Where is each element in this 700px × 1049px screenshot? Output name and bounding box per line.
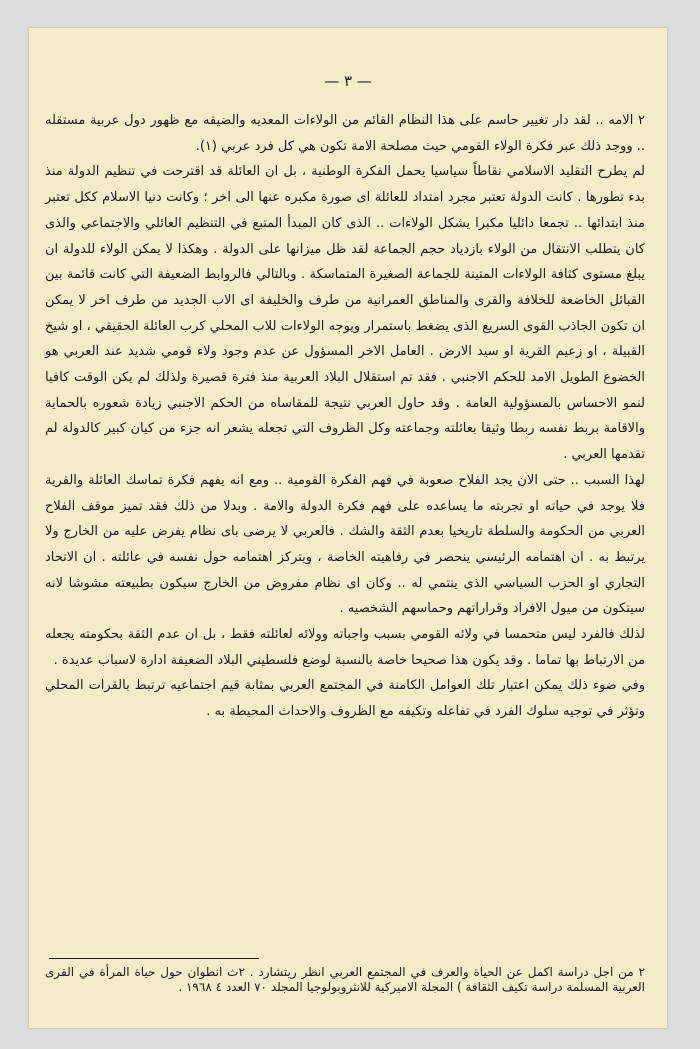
- footnote: ٢ من اجل دراسة اكمل عن الحياة والعرف في المجتمع العربي انظر ريتشارد . ٢ث انطوان حول حياة المرأة في القرى العربية المسلمة دراسة تكيف الثقافة ) المجلة الاميركية للانثروبولوجيا المجلد ٧٠ العدد ٤ ١٩٦٨ .: [45, 965, 645, 994]
- document-body: [45, 108, 645, 725]
- paragraph: ٢ الامه .. لقد دار تغيير حاسم على هذا النظام القائم من الولاءات المعديه والضيقه مع ظهور دول عربية مستقله .. ووجد ذلك عبر فكرة الولاء القومي حيث مصلحة الامة تكون هي كل فرد عربي (١).: [45, 113, 645, 154]
- paragraph: لذلك فالفرد ليس متحمسا في ولائه القومي بسبب واجباته وولائه لعائلته فقط ، بل ان عدم الثقة بحكومته يجعله من الارتباط بها تماما . وقد يكون هذا صحيحا خاصة بالنسبة لوضع فلسطيني البلاد الضعيفة ادارة لاسباب عديدة .: [45, 627, 645, 668]
- paragraph: لم يطرح التقليد الاسلامي نقاطاً سياسيا يحمل الفكرة الوطنية ، بل ان العائلة قد اقترحت في تنظيم الدولة منذ بدء تطورها . كانت الدولة تعتبر مجرد امتداد للعائلة اى صورة مكبره عنها الى اخر ؛ وكانت دنيا الاسلام ككل تعتبر منذ ابتدائها .. تجمعا دائليا مكبرا يشكل الولاءات .. الذى كان المبدأ المتبع في التنظيم العائلي والاجتماعي والذى كان يتطلب الانتقال من الولاء بازدياد حجم الجماعة لقد ظل ميزانها على الدولة . وهكذا لا يمكن الولاء للدولة ان يبلغ مستوى كثافة الولاءات المتينة للجماعة الصغيرة المتماسكة . وبالتالي فالروابط الضعيفة التي كانت قائمة بين القبائل الخاضعة للخلافة والقرى والمناطق العمرانية من طرف والخليفة اى الاب الجديد من طرف اخر لا يمكن ان تكون الجاذب القوى السريع الذى يضغط باستمرار ويوجه الولاءات للاب المحلي كرب العائلة الحقيقي ، او شيخ القبيلة ، او زعيم القرية او سيد الارض . العامل الاخر المسؤول عن عدم وجود ولاء قومي شديد عند العربي هو الخضوع الطويل الامد للحكم الاجنبي . فقد تم استقلال البلاد العربية منذ فترة قصيرة ولذلك لم يكن الوقت كافيا لنمو الاحساس بالمسؤولية العامة . وقد حاول العربي نتيجة للمقاساه من الحكم الاجنبي زيادة شعوره بالحماية والاقامة بربط نفسه ربطا وثيقا بعائلته وجماعته وكل الظروف التي تجعله يشعر انه جزء من كيان كبير كالدولة لم تقدمها العربي .: [45, 164, 645, 463]
- paragraph: لهذا السبب .. حتى الان يجد الفلاح صعوبة في فهم الفكرة القومية .. ومع انه يفهم فكرة تماسك العائلة والقرية فلا يوجد في حياته او تجربته ما يساعده على فهم فكرة الدولة والامة . وبدلا من ذلك فقد تميز موقف الفلاح العربي من الحكومة والسلطة تاريخيا بعدم الثقة والشك . فالعربي لا يرضى باى نظام يفرض عليه من الخارج ولا يرتبط به . ان اهتمامه الرئيسي ينحصر في رفاهيته الخاصة ، ويتركز اهتمامه حول نفسه في عائلته . ان الاتحاد التجاري او الحزب السياسي الذى ينتمي له .. وكان اى نظام مفروض من الخارج سيكون بطبيعته مشوشا لانه سيتكون من ميول الافراد وقراراتهم وحماسهم الشخصيه .: [45, 472, 645, 617]
- page-number: — ٣ —: [324, 72, 372, 90]
- paragraph: وفي ضوء ذلك يمكن اعتبار تلك العوامل الكامنة في المجتمع العربي بمثابة قيم اجتماعيه ترتبط بالقرات المحلي وتؤثر في توجيه سلوك الفرد في تفاعله وتكيفه مع الظروف والاحداث المحيطة به .: [45, 678, 645, 720]
- document-page: [29, 28, 667, 1028]
- footnote-divider: [49, 958, 259, 959]
